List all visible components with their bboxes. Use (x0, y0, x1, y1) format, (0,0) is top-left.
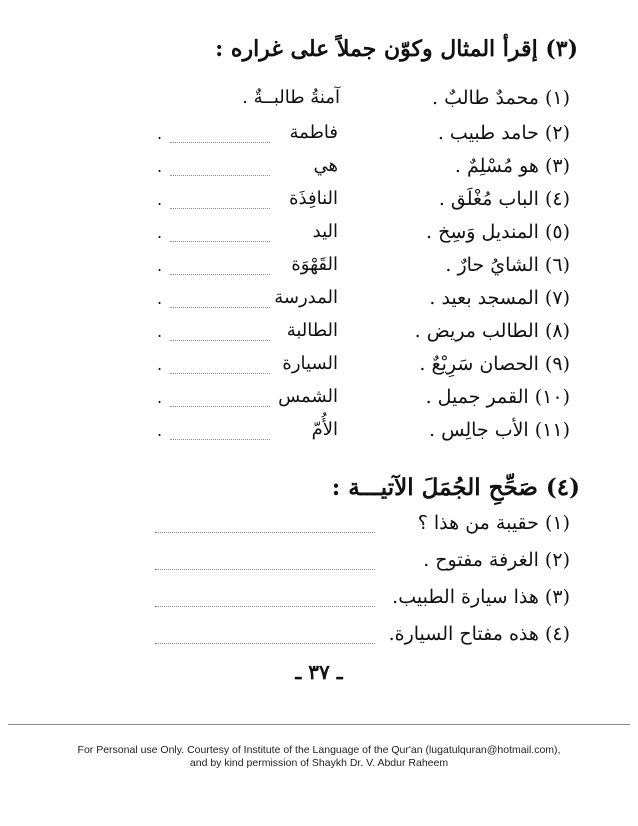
example-sentence: (١) محمدٌ طالبٌ . (432, 87, 570, 109)
exercise-3-row (0, 254, 638, 286)
footer-line-1: For Personal use Only. Courtesy of Institute of the Language of the Qur'an (lugatulquran@hotmail.com), (77, 744, 561, 756)
exercise-3-prompt-word: المدرسة (274, 287, 338, 308)
exercise-3-row (0, 386, 638, 418)
exercise-3-row (0, 188, 638, 220)
answer-period: . (157, 124, 163, 143)
exercise-3-prompt-word: السيارة (282, 353, 338, 374)
exercise-3-row (0, 221, 638, 253)
exercise-3-sentence: (١١) الأب جالِس . (429, 419, 570, 441)
answer-blank-line[interactable] (170, 208, 270, 209)
correction-blank-line[interactable] (155, 606, 375, 607)
answer-blank-line[interactable] (170, 340, 270, 341)
exercise-4-row (0, 512, 638, 544)
example-answer: آمنةُ طالبــةٌ . (242, 87, 340, 108)
answer-blank-line[interactable] (170, 241, 270, 242)
answer-blank-line[interactable] (170, 406, 270, 407)
footer-line-2: and by kind permission of Shaykh Dr. V. Abdur Raheem (189, 757, 449, 769)
answer-blank-line[interactable] (170, 307, 270, 308)
answer-period: . (157, 223, 163, 242)
exercise-3-prompt-word: الشمس (278, 386, 338, 407)
exercise-3-sentence: (٦) الشايُ حارٌ . (445, 254, 570, 276)
exercise-4-sentence: (٢) الغرفة مفتوح . (423, 549, 570, 571)
exercise-4-heading: (٤) صَحِّحِ الجُمَلَ الآتيـــة : (331, 474, 580, 501)
correction-blank-line[interactable] (155, 643, 375, 644)
answer-period: . (157, 322, 163, 341)
exercise-3-sentence: (٩) الحصان سَرِيْعٌ . (419, 353, 570, 375)
answer-blank-line[interactable] (170, 142, 270, 143)
answer-period: . (157, 388, 163, 407)
exercise-3-prompt-word: هي (313, 155, 338, 176)
exercise-3-row (0, 155, 638, 187)
exercise-3-sentence: (٧) المسجد بعيد . (429, 287, 570, 309)
exercise-4-sentence: (٤) هذه مفتاح السيارة. (388, 623, 570, 645)
exercise-3-heading: (٣) إقرأ المثال وكوّن جملاً على غراره : (215, 36, 578, 62)
answer-period: . (157, 157, 163, 176)
exercise-3-sentence: (٥) المنديل وَسِخ . (425, 221, 570, 243)
exercise-3-prompt-word: فاطمة (289, 122, 338, 143)
answer-period: . (157, 289, 163, 308)
correction-blank-line[interactable] (155, 532, 375, 533)
exercise-3-prompt-word: الطالبة (286, 320, 338, 341)
page-number: ـ ٣٧ ـ (295, 660, 343, 684)
answer-blank-line[interactable] (170, 274, 270, 275)
exercise-3-prompt-word: القَهْوَة (291, 254, 338, 275)
exercise-4-sentence: (٣) هذا سيارة الطبيب. (392, 586, 570, 608)
exercise-4-row (0, 586, 638, 618)
footer-divider (8, 724, 630, 725)
answer-blank-line[interactable] (170, 175, 270, 176)
exercise-4-row (0, 549, 638, 581)
exercise-3-sentence: (٣) هو مُسْلِمٌ . (454, 155, 570, 177)
answer-period: . (157, 355, 163, 374)
exercise-3-sentence: (٨) الطالب مريض . (414, 320, 570, 342)
exercise-3-sentence: (٢) حامد طبيب . (437, 122, 570, 144)
answer-period: . (157, 256, 163, 275)
answer-period: . (157, 421, 163, 440)
exercise-4-sentence: (١) حقيبة من هذا ؟ (417, 512, 570, 534)
exercise-3-row (0, 320, 638, 352)
correction-blank-line[interactable] (155, 569, 375, 570)
exercise-4-row (0, 623, 638, 655)
exercise-3-prompt-word: النافِذَة (289, 188, 338, 209)
exercise-3-row (0, 353, 638, 385)
exercise-3-row (0, 287, 638, 319)
exercise-3-prompt-word: اليد (312, 221, 338, 242)
answer-blank-line[interactable] (170, 373, 270, 374)
exercise-3-prompt-word: الأُمّ (311, 419, 338, 440)
footer-notice (0, 744, 638, 770)
answer-period: . (157, 190, 163, 209)
answer-blank-line[interactable] (170, 439, 270, 440)
exercise-3-row (0, 419, 638, 451)
exercise-3-example-row (0, 87, 638, 119)
exercise-3-sentence: (١٠) القمر جميل . (425, 386, 570, 408)
exercise-3-row (0, 122, 638, 154)
exercise-3-sentence: (٤) الباب مُغْلَق . (438, 188, 570, 210)
